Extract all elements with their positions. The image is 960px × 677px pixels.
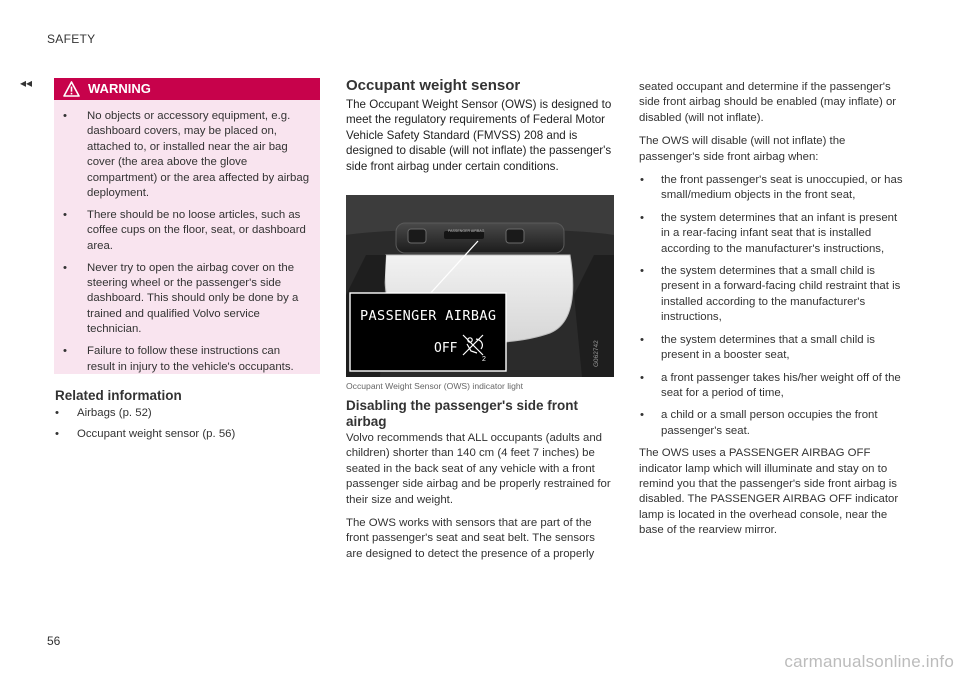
condition-item	[639, 333, 905, 364]
bullet-icon: •	[63, 261, 67, 274]
watermark: carmanualsonline.info	[784, 652, 954, 671]
page-number: 56	[47, 634, 61, 648]
panel-off-text: OFF	[434, 341, 458, 357]
figure-code: G062742	[593, 340, 600, 368]
figure-caption: Occupant Weight Sensor (OWS) indicator light	[346, 381, 524, 392]
related-link-occupant-weight-sensor[interactable]	[55, 427, 315, 442]
bullet-icon: •	[55, 407, 59, 419]
section-heading-disabling: Disabling the passenger's side front airbag	[346, 398, 579, 430]
warning-title: WARNING	[88, 81, 151, 96]
console-small-label: PASSENGER AIRBAG	[448, 229, 485, 234]
ows-indicator-figure	[346, 195, 614, 377]
bullet-icon: •	[640, 371, 644, 384]
condition-item	[639, 173, 905, 204]
condition-text: a front passenger takes his/her weight off of the seat for a period of time,	[661, 371, 901, 399]
related-info-list	[55, 406, 315, 447]
warning-item	[54, 261, 310, 338]
paragraph-sensors: The OWS works with sensors that are part of the front passenger's seat and seat belt. The sensors are designed to detect the presence of a properly	[346, 517, 595, 560]
warning-item-text: There should be no loose articles, such as coffee cups on the floor, seat, or dashboard area.	[87, 208, 306, 252]
bullet-icon: •	[640, 333, 644, 346]
bullet-icon: •	[640, 409, 644, 422]
section-header: SAFETY	[47, 32, 96, 46]
condition-text: the front passenger's seat is unoccupied, or has small/medium objects in the front seat,	[661, 174, 903, 202]
bullet-icon: •	[63, 208, 67, 221]
related-link-text[interactable]: Occupant weight sensor (p. 56)	[77, 427, 236, 440]
warning-item-text: No objects or accessory equipment, e.g. dashboard covers, may be placed on, attached to, or installed near the air bag cover (the area above the glove compartment) or the area affected by airbag deployment.	[87, 110, 310, 200]
related-link-airbags[interactable]	[55, 406, 315, 421]
warning-item-text: Failure to follow these instructions can result in injury to the vehicle's occupants.	[87, 345, 294, 373]
disable-conditions-list	[639, 173, 905, 439]
warning-item	[54, 208, 310, 254]
bullet-icon: •	[63, 345, 67, 358]
warning-item-text: Never try to open the airbag cover on the steering wheel or the passenger's side dashboard. This should only be done by a trained and qualified Volvo service technician.	[87, 261, 299, 336]
intro-paragraph: The Occupant Weight Sensor (OWS) is designed to meet the regulatory requirements of Federal Motor Vehicle Safety Standard (FMVSS) 208 and is designed to disable (will not inflate) the passenger's side front airbag under certain conditions.	[346, 98, 612, 173]
bullet-icon: •	[640, 265, 644, 278]
warning-list	[54, 100, 320, 375]
condition-item	[639, 211, 905, 257]
middle-column	[346, 77, 614, 570]
warning-box	[54, 78, 320, 374]
condition-text: the system determines that a small child is present in a booster seat,	[661, 333, 875, 362]
svg-text:2: 2	[482, 356, 486, 364]
back-arrows-icon[interactable]: ◂◂	[20, 76, 33, 90]
warning-header	[54, 78, 320, 100]
warning-item	[54, 109, 310, 201]
paragraph-indicator-lamp: The OWS uses a PASSENGER AIRBAG OFF indicator lamp which will illuminate and stay on to remind you that the passenger's side front airbag is disabled. The PASSENGER AIRBAG OFF indicator lamp is located in the overhead console, near the base of the rearview mirror.	[639, 447, 899, 537]
bullet-icon: •	[640, 211, 644, 224]
panel-passenger-airbag-text: PASSENGER AIRBAG	[360, 308, 497, 325]
related-info-title: Related information	[55, 388, 182, 403]
condition-item	[639, 408, 905, 439]
condition-item	[639, 264, 905, 326]
ows-indicator-illustration	[346, 195, 614, 377]
condition-text: the system determines that an infant is present in a rear-facing infant seat that is installed according to the manufacturer's instructions,	[661, 211, 898, 255]
bullet-icon: •	[63, 110, 67, 122]
right-column	[639, 80, 905, 547]
condition-item	[639, 371, 905, 402]
warning-item	[54, 344, 310, 375]
paragraph-disable-when: The OWS will disable (will not inflate) the passenger's side front airbag when:	[639, 135, 846, 163]
warning-triangle-icon	[63, 81, 80, 97]
bullet-icon: •	[640, 174, 644, 187]
bullet-icon: •	[55, 427, 59, 440]
paragraph-recommendation: Volvo recommends that ALL occupants (adults and children) shorter than 140 cm (4 feet 7 inches) be seated in the back seat of any vehicle with a front passenger side airbag and be properly restrained for their size and weight.	[346, 432, 611, 506]
condition-text: a child or a small person occupies the front passenger's seat.	[661, 409, 878, 437]
page-title: Occupant weight sensor	[346, 77, 521, 94]
related-link-text[interactable]: Airbags (p. 52)	[77, 407, 152, 419]
paragraph-continued: seated occupant and determine if the passenger's side front airbag should be enabled (may inflate) or disabled (will not inflate).	[639, 81, 897, 124]
condition-text: the system determines that a small child is present in a forward-facing child restraint that is installed according to the manufacturer's instructions,	[661, 265, 901, 324]
